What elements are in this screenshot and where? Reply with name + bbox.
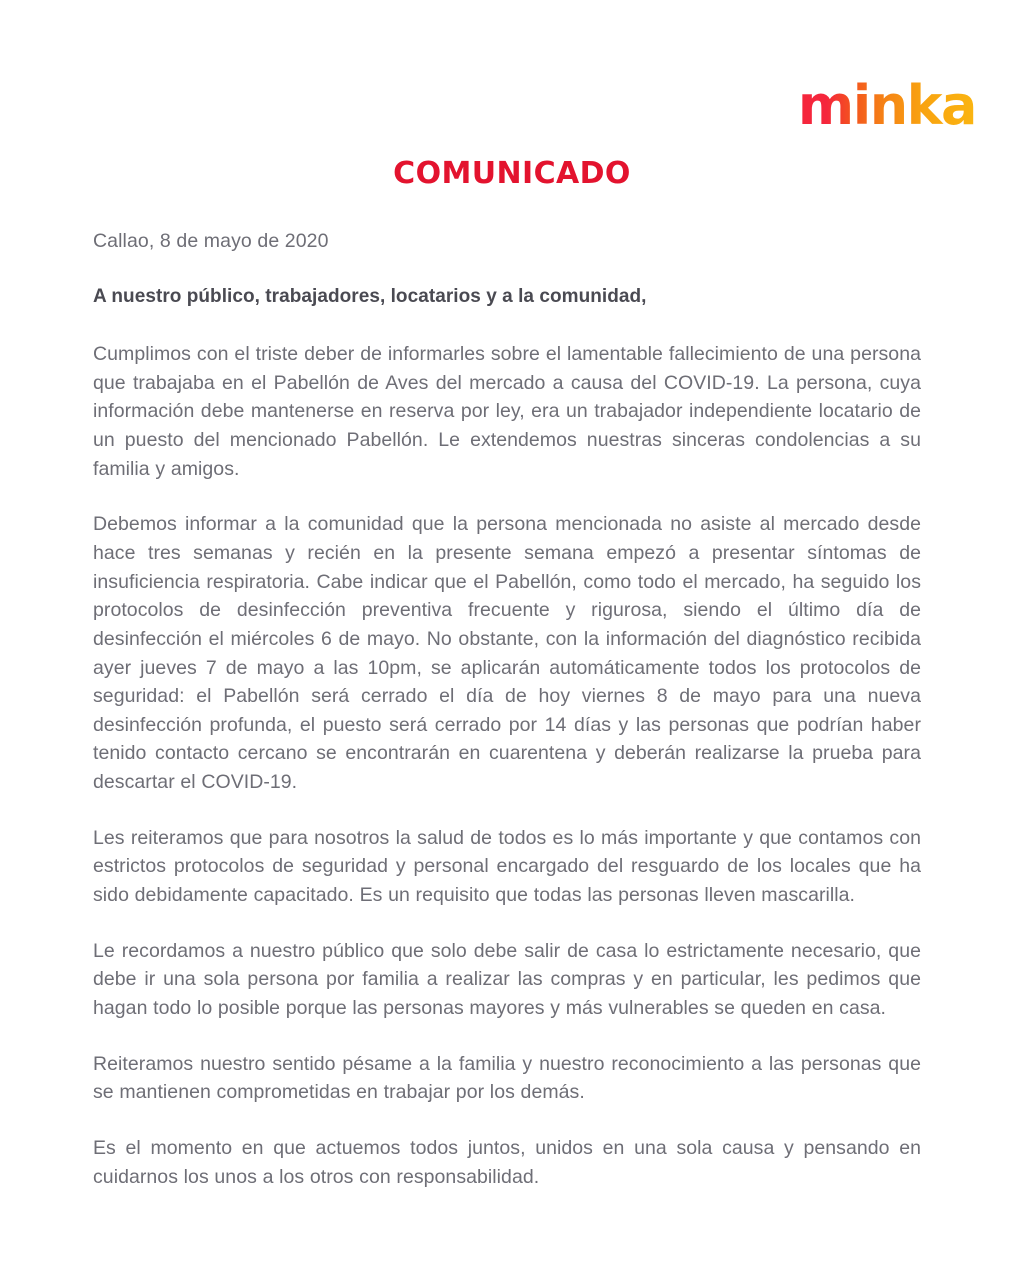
paragraph: Reiteramos nuestro sentido pésame a la familia y nuestro reconocimiento a las personas que se mantienen comprometidas en trabajar por los demás. [93,1052,921,1104]
paragraph: Debemos informar a la comunidad que la persona mencionada no asiste al mercado desde hace tres semanas y recién en la presente semana empezó a presentar síntomas de insuficiencia respiratoria. Cabe indicar que el Pabellón, como todo el mercado, ha seguido los protocolos de desinfección preventiva frecuente y rigurosa, siendo el último día de desinfección el miércoles 6 de mayo. No obstante, con la información del diagnóstico recibida ayer jueves 7 de mayo a las 10pm, se aplicarán automáticamente todos los protocolos de seguridad: el Pabellón será cerrado el día de hoy viernes 8 de mayo para una nueva desinfección profunda, el puesto será cerrado por 14 días y las personas que podrían haber tenido contacto cercano se encontrarán en cuarentena y deberán realizarse la prueba para descartar el COVID-19. [93,513,921,794]
paragraph: Cumplimos con el triste deber de informarles sobre el lamentable fallecimiento de una persona que trabajaba en el Pabellón de Aves del mercado a causa del COVID-19. La persona, cuya información debe mantenerse en reserva por ley, era un trabajador independiente locatario de un puesto del mencionado Pabellón. Le extendemos nuestras sinceras condolencias a su familia y amigos. [93,342,921,480]
document-body [93,228,921,1191]
dateline: Callao, 8 de mayo de 2020 [93,230,329,252]
minka-logo-text: minka [797,74,976,137]
paragraph: Le recordamos a nuestro público que solo debe salir de casa lo estrictamente necesario, que debe ir una sola persona por familia a realizar las compras y en particular, les pedimos que hagan todo lo posible porque las personas mayores y más vulnerables se queden en casa. [93,939,921,1020]
paragraph: Les reiteramos que para nosotros la salud de todos es lo más importante y que contamos con estrictos protocolos de seguridad y personal encargado del resguardo de los locales que ha sido debidamente capacitado. Es un requisito que todas las personas lleven mascarilla. [93,826,921,907]
page-title: COMUNICADO [393,156,631,191]
salutation: A nuestro público, trabajadores, locatarios y a la comunidad, [93,286,647,308]
brand-logo [797,74,976,137]
paragraph: Es el momento en que actuemos todos juntos, unidos en una sola causa y pensando en cuidarnos los unos a los otros con responsabilidad. [93,1137,921,1188]
